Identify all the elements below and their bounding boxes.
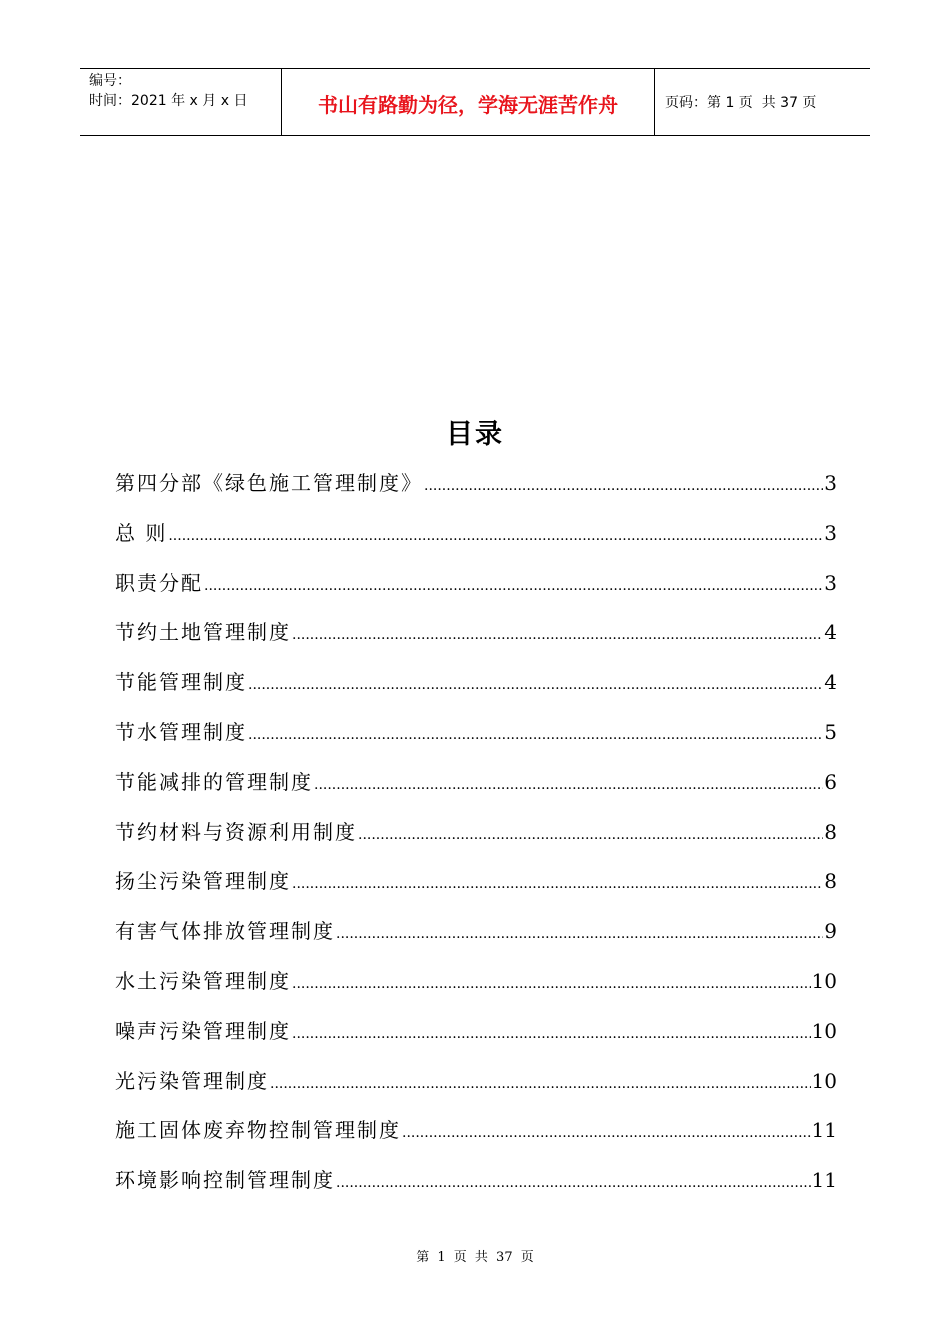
page-footer: 第 1 页 共 37 页 [416, 1250, 534, 1265]
toc-entry-page: 8 [824, 869, 837, 894]
table-of-contents [115, 464, 837, 1211]
toc-entry-page: 5 [824, 719, 837, 744]
toc-entry-page: 4 [824, 670, 837, 695]
toc-leader-dots [168, 517, 823, 555]
toc-entry-label: 扬尘污染管理制度 [115, 869, 291, 894]
toc-entry[interactable] [115, 1012, 837, 1062]
toc-leader-dots [402, 1114, 811, 1152]
header-meta-cell [80, 69, 282, 135]
header-page-info: 页码：第 1 页 共 37 页 [665, 95, 817, 111]
toc-entry-label: 节能管理制度 [115, 670, 247, 695]
toc-entry-page: 8 [824, 819, 837, 844]
toc-entry-page: 10 [811, 1018, 837, 1043]
toc-entry-label: 总 则 [115, 520, 168, 545]
toc-leader-dots [270, 1065, 811, 1103]
toc-leader-dots [292, 1015, 811, 1053]
toc-entry-page: 11 [811, 1168, 837, 1193]
toc-entry-page: 4 [824, 620, 837, 645]
toc-leader-dots [336, 915, 823, 953]
toc-entry-label: 节约土地管理制度 [115, 620, 291, 645]
toc-leader-dots [292, 965, 811, 1003]
header-motto: 书山有路勤为径，学海无涯苦作舟 [282, 69, 655, 135]
toc-entry[interactable] [115, 813, 837, 863]
document-date-label: 时间：2021 年 x 月 x 日 [89, 93, 248, 109]
toc-entry-page: 6 [824, 769, 837, 794]
toc-entry-label: 节约材料与资源利用制度 [115, 819, 357, 844]
toc-entry-label: 第四分部《绿色施工管理制度》 [115, 471, 423, 495]
toc-entry[interactable] [115, 613, 837, 663]
toc-leader-dots [292, 616, 823, 654]
toc-entry-page: 11 [811, 1118, 837, 1143]
toc-title: 目录 [446, 419, 504, 450]
toc-entry-page: 10 [811, 968, 837, 993]
toc-entry[interactable] [115, 1062, 837, 1112]
toc-entry-label: 有害气体排放管理制度 [115, 919, 335, 944]
toc-entry-label: 环境影响控制管理制度 [115, 1168, 335, 1193]
toc-leader-dots [248, 716, 823, 754]
toc-entry[interactable] [115, 912, 837, 962]
toc-entry[interactable] [115, 663, 837, 713]
toc-entry-label: 施工固体废弃物控制管理制度 [115, 1118, 401, 1143]
toc-entry-label: 水土污染管理制度 [115, 968, 291, 993]
toc-entry-label: 光污染管理制度 [115, 1068, 269, 1093]
toc-entry[interactable] [115, 564, 837, 614]
toc-leader-dots [336, 1164, 811, 1202]
toc-entry-page: 3 [824, 471, 837, 495]
toc-leader-dots [314, 766, 823, 804]
toc-entry-page: 9 [824, 919, 837, 944]
toc-entry-page: 10 [811, 1068, 837, 1093]
toc-entry[interactable] [115, 514, 837, 564]
toc-leader-dots [424, 467, 823, 505]
toc-entry[interactable] [115, 1111, 837, 1161]
toc-entry[interactable] [115, 962, 837, 1012]
toc-entry[interactable] [115, 1161, 837, 1211]
toc-entry-label: 节水管理制度 [115, 719, 247, 744]
toc-entry[interactable] [115, 862, 837, 912]
toc-entry-label: 职责分配 [115, 570, 203, 595]
toc-entry-label: 节能减排的管理制度 [115, 769, 313, 794]
toc-leader-dots [204, 567, 823, 605]
page-header [80, 68, 870, 136]
toc-leader-dots [248, 666, 823, 704]
toc-entry[interactable] [115, 763, 837, 813]
toc-entry[interactable] [115, 464, 837, 514]
toc-leader-dots [292, 865, 823, 903]
toc-leader-dots [358, 816, 823, 854]
document-number-label: 编号： [89, 73, 131, 89]
header-page-info-cell [655, 69, 870, 135]
toc-entry-page: 3 [824, 570, 837, 595]
toc-entry-label: 噪声污染管理制度 [115, 1018, 291, 1043]
toc-entry-page: 3 [824, 520, 837, 545]
toc-entry[interactable] [115, 713, 837, 763]
